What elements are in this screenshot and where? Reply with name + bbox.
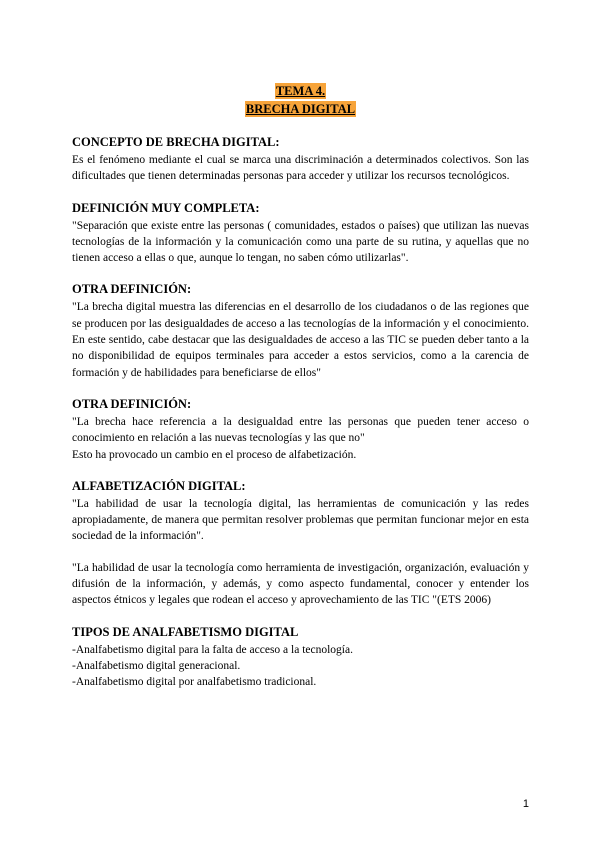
title-topic: TEMA 4.: [275, 84, 326, 98]
list-item: -Analfabetismo digital por analfabetismo tradicional.: [72, 676, 317, 689]
section-heading: OTRA DEFINICIÓN:: [72, 282, 192, 297]
document-title: [72, 82, 529, 118]
section-heading: ALFABETIZACIÓN DIGITAL:: [72, 478, 246, 493]
title-main: BRECHA DIGITAL: [245, 102, 356, 116]
section-heading: DEFINICIÓN MUY COMPLETA:: [72, 200, 260, 215]
list-item: -Analfabetismo digital generacional.: [72, 659, 241, 672]
section-concepto: [72, 134, 529, 185]
section-paragraph: "La habilidad de usar la tecnología digital, las herramientas de comunicación y las redes apropiadamente, de manera que permitan resolver problemas que permitan funcionar mejor en esta sociedad de la información".: [72, 497, 529, 543]
section-heading: OTRA DEFINICIÓN:: [72, 396, 192, 411]
section-paragraph: "La brecha digital muestra las diferencias en el desarrollo de los ciudadanos o de las regiones que se producen por las desigualdades de acceso a las tecnologías de la información y el conocimiento. En este sentido, cabe destacar que las desigualdades de acceso a las TIC se pueden deber tanto a la no disponibilidad de equipos terminales para acceder a estos servicios, como a la carencia de formación y de habilidades para beneficiarse de ellos": [72, 301, 529, 379]
section-paragraph: "Separación que existe entre las personas ( comunidades, estados o países) que utilizan las nuevas tecnologías de la información y la comunicación como una parte de su rutina, y aquellas que no tienen acceso a ellas o que, aunque lo tengan, no saben cómo utilizarlas".: [72, 219, 529, 265]
section-paragraph: Esto ha provocado un cambio en el proceso de alfabetización.: [72, 448, 357, 461]
section-heading: CONCEPTO DE BRECHA DIGITAL:: [72, 135, 280, 149]
section-definicion-completa: [72, 200, 529, 267]
section-paragraph: Es el fenómeno mediante el cual se marca una discriminación a determinados colectivos. Son las dificultades que tienen determinadas personas para acceder y utilizar los recursos tecnológicos.: [72, 154, 529, 183]
section-paragraph: "La brecha hace referencia a la desigualdad entre las personas que pueden tener acceso o conocimiento en relación a las nuevas tecnologías y las que no": [72, 415, 529, 445]
section-paragraph: "La habilidad de usar la tecnología como herramienta de investigación, organización, evaluación y difusión de la información, y además, y como aspecto fundamental, conocer y entender los aspectos étnicos y legales que rodean el acceso y aprovechamiento de las TIC "(ETS 2006): [72, 561, 529, 607]
list-item: -Analfabetismo digital para la falta de acceso a la tecnología.: [72, 643, 353, 656]
section-tipos-analfabetismo: [72, 624, 529, 691]
section-otra-definicion-2: [72, 396, 529, 463]
section-otra-definicion-1: [72, 281, 529, 380]
section-heading: TIPOS DE ANALFABETISMO DIGITAL: [72, 624, 299, 639]
section-alfabetizacion-digital: [72, 478, 529, 609]
page-number: 1: [522, 798, 529, 810]
